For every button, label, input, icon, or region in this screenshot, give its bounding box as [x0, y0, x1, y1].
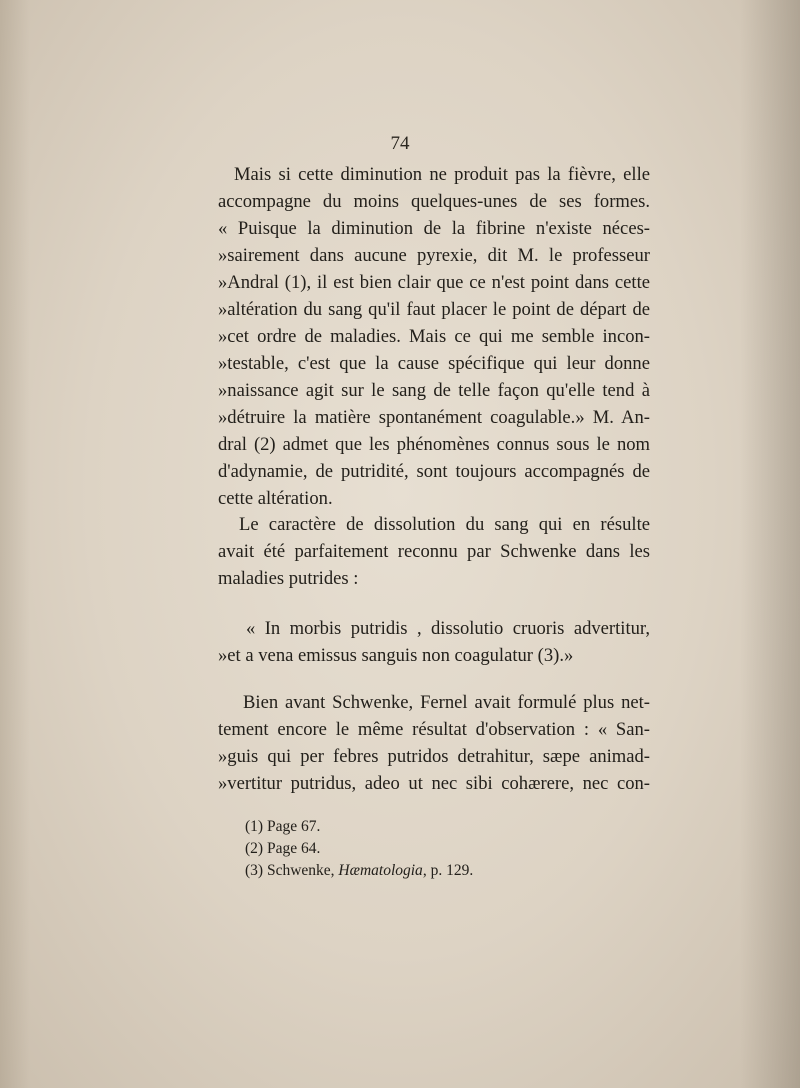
quote-line-1: « In morbis putridis , dissolutio cruoris advertitur,	[246, 618, 650, 639]
text-line-4: »sairement dans aucune pyrexie, dit M. le professeur	[218, 245, 650, 266]
text-line-9: »naissance agit sur le sang de telle façon qu'elle tend à	[218, 380, 650, 401]
text-line-10: »détruire la matière spontanément coagulable.» M. An-	[218, 407, 650, 428]
text-line-7: »cet ordre de maladies. Mais ce qui me semble incon-	[218, 326, 650, 347]
text-line-19: Bien avant Schwenke, Fernel avait formulé plus net-	[243, 692, 650, 713]
footnote-3-title: Hæmatologia	[338, 862, 423, 879]
text-line-16: maladies putrides :	[218, 568, 359, 589]
text-line-13: cette altération.	[218, 488, 333, 509]
text-line-6: »altération du sang qu'il faut placer le point de départ de	[218, 299, 650, 320]
text-line-22: »vertitur putridus, adeo ut nec sibi cohærere, nec con-	[218, 773, 650, 794]
text-line-11: dral (2) admet que les phénomènes connus sous le nom	[218, 434, 650, 455]
text-line-3: « Puisque la diminution de la fibrine n'existe néces-	[218, 218, 650, 239]
quote-line-2: »et a vena emissus sanguis non coagulatur (3).»	[218, 645, 574, 666]
text-line-21: »guis qui per febres putridos detrahitur, sæpe animad-	[218, 746, 650, 767]
footnote-1: (1) Page 67.	[245, 818, 321, 835]
text-line-15: avait été parfaitement reconnu par Schwenke dans les	[218, 541, 650, 562]
text-line-5: »Andral (1), il est bien clair que ce n'est point dans cette	[218, 272, 650, 293]
text-line-2: accompagne du moins quelques-unes de ses formes.	[218, 191, 650, 212]
footnote-2: (2) Page 64.	[245, 840, 321, 857]
text-line-8: »testable, c'est que la cause spécifique qui leur donne	[218, 353, 650, 374]
text-line-12: d'adynamie, de putridité, sont toujours accompagnés de	[218, 461, 650, 482]
footnote-3-prefix: (3) Schwenke,	[245, 862, 335, 879]
page-left-shading	[0, 0, 30, 1088]
footnote-3-suffix: , p. 129.	[422, 862, 474, 879]
page-right-shading	[740, 0, 800, 1088]
text-line-14: Le caractère de dissolution du sang qui en résulte	[239, 514, 650, 535]
footnote-3	[245, 862, 473, 880]
page-number: 74	[390, 133, 410, 154]
text-line-1: Mais si cette diminution ne produit pas la fièvre, elle	[234, 164, 650, 185]
text-line-20: tement encore le même résultat d'observation : « San-	[218, 719, 650, 740]
